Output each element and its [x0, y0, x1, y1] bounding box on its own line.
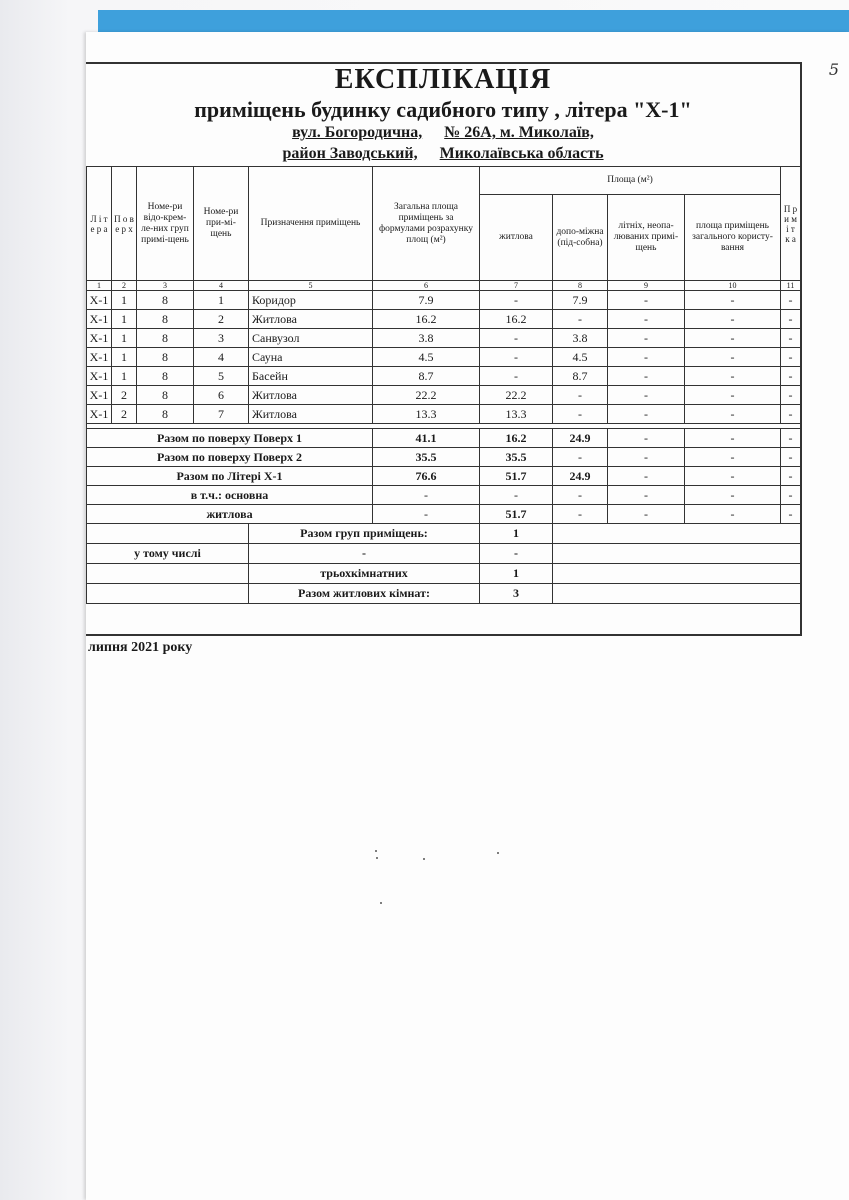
cell-summer: -: [608, 348, 685, 367]
summary-living: 35.5: [480, 448, 553, 467]
cell-common: -: [685, 405, 781, 424]
cell-note: -: [781, 291, 801, 310]
scan-speck: [376, 857, 378, 859]
cell-note: -: [781, 367, 801, 386]
cell-common: -: [685, 291, 781, 310]
summary-common: -: [685, 429, 781, 448]
summary-row: [87, 505, 801, 524]
cell-litera: Х-1: [87, 310, 112, 329]
cell-summer: -: [608, 386, 685, 405]
cell-litera: Х-1: [87, 329, 112, 348]
cell-purpose: Сауна: [249, 348, 373, 367]
summary-total: -: [373, 486, 480, 505]
cell-aux: -: [553, 310, 608, 329]
groups-including-value: -: [480, 544, 553, 564]
summary-living: 51.7: [480, 505, 553, 524]
summary-summer: -: [608, 429, 685, 448]
cell-group: 8: [137, 310, 194, 329]
cell-group: 8: [137, 386, 194, 405]
cell-total: 3.8: [373, 329, 480, 348]
summary-row: [87, 467, 801, 486]
groups-including-mid: -: [249, 544, 480, 564]
cell-note: -: [781, 310, 801, 329]
cell-floor: 1: [112, 291, 137, 310]
cell-room: 3: [194, 329, 249, 348]
living-rooms-row: [87, 584, 801, 604]
scan-speck: [423, 858, 425, 860]
cell-note: -: [781, 386, 801, 405]
summary-common: -: [685, 505, 781, 524]
table-row: [87, 329, 801, 348]
summary-row: [87, 429, 801, 448]
cell-summer: -: [608, 367, 685, 386]
cell-purpose: Житлова: [249, 310, 373, 329]
header-floor: П о в е р х: [112, 167, 137, 281]
cell-floor: 1: [112, 348, 137, 367]
col-number: 11: [781, 281, 801, 291]
empty-cell: [553, 524, 801, 544]
cell-note: -: [781, 405, 801, 424]
summary-note: -: [781, 467, 801, 486]
cell-living: -: [480, 348, 553, 367]
cell-room: 6: [194, 386, 249, 405]
cell-total: 8.7: [373, 367, 480, 386]
cell-group: 8: [137, 405, 194, 424]
cell-total: 16.2: [373, 310, 480, 329]
cell-purpose: Басейн: [249, 367, 373, 386]
cell-summer: -: [608, 310, 685, 329]
cell-floor: 2: [112, 405, 137, 424]
summary-total: -: [373, 505, 480, 524]
cell-common: -: [685, 386, 781, 405]
cell-living: 22.2: [480, 386, 553, 405]
three-room-label: трьохкімнатних: [249, 564, 480, 584]
cell-group: 8: [137, 367, 194, 386]
table-row: [87, 386, 801, 405]
summary-summer: -: [608, 486, 685, 505]
cell-litera: Х-1: [87, 348, 112, 367]
empty-cell: [553, 544, 801, 564]
summary-note: -: [781, 448, 801, 467]
cell-living: -: [480, 329, 553, 348]
cell-group: 8: [137, 348, 194, 367]
cell-aux: 7.9: [553, 291, 608, 310]
groups-total-label: Разом груп приміщень:: [249, 524, 480, 544]
groups-total-value: 1: [480, 524, 553, 544]
table-row: [87, 405, 801, 424]
col-number: 3: [137, 281, 194, 291]
header-auxiliary: допо-міжна (під-собна): [553, 195, 608, 281]
cell-living: 13.3: [480, 405, 553, 424]
cell-litera: Х-1: [87, 291, 112, 310]
house-city: № 26А, м. Миколаїв,: [444, 124, 594, 141]
col-number: 1: [87, 281, 112, 291]
summary-summer: -: [608, 467, 685, 486]
header-summer: літніх, неопа-люваних примі-щень: [608, 195, 685, 281]
summary-note: -: [781, 505, 801, 524]
cell-room: 4: [194, 348, 249, 367]
summary-common: -: [685, 467, 781, 486]
header-note: П р и м і т к а: [781, 167, 801, 281]
cell-aux: -: [553, 405, 608, 424]
street: вул. Богородична,: [292, 124, 423, 141]
summary-living: 16.2: [480, 429, 553, 448]
page-number: 5: [828, 60, 839, 79]
header-litera: Л і т е р а: [87, 167, 112, 281]
summary-aux: -: [553, 486, 608, 505]
summary-aux: 24.9: [553, 467, 608, 486]
summary-label: Разом по поверху Поверх 2: [87, 448, 373, 467]
cell-total: 7.9: [373, 291, 480, 310]
cell-total: 13.3: [373, 405, 480, 424]
document-title: ЕКСПЛІКАЦІЯ: [334, 64, 552, 95]
cell-floor: 1: [112, 367, 137, 386]
cell-common: -: [685, 367, 781, 386]
summary-label: житлова: [87, 505, 373, 524]
cell-floor: 2: [112, 386, 137, 405]
cell-living: -: [480, 291, 553, 310]
summary-label: Разом по поверху Поверх 1: [87, 429, 373, 448]
cell-common: -: [685, 310, 781, 329]
living-rooms-value: 3: [480, 584, 553, 604]
explication-table: [86, 166, 801, 604]
col-number: 10: [685, 281, 781, 291]
col-number: 9: [608, 281, 685, 291]
cell-purpose: Житлова: [249, 386, 373, 405]
scan-speck: [380, 902, 382, 904]
summary-total: 41.1: [373, 429, 480, 448]
summary-aux: 24.9: [553, 429, 608, 448]
cell-common: -: [685, 348, 781, 367]
summary-living: -: [480, 486, 553, 505]
cell-summer: -: [608, 329, 685, 348]
cell-room: 5: [194, 367, 249, 386]
cell-purpose: Коридор: [249, 291, 373, 310]
col-number: 8: [553, 281, 608, 291]
summary-note: -: [781, 486, 801, 505]
cell-floor: 1: [112, 310, 137, 329]
summary-row: [87, 486, 801, 505]
scan-speck: [375, 850, 377, 852]
summary-label: в т.ч.: основна: [87, 486, 373, 505]
empty-cell: [87, 564, 249, 584]
summary-total: 35.5: [373, 448, 480, 467]
summary-row: [87, 448, 801, 467]
header-group-number: Номе-ри відо-крем-ле-них груп примі-щень: [137, 167, 194, 281]
groups-total-row: [87, 524, 801, 544]
cell-summer: -: [608, 291, 685, 310]
cell-living: -: [480, 367, 553, 386]
summary-summer: -: [608, 448, 685, 467]
living-rooms-label: Разом житлових кімнат:: [249, 584, 480, 604]
table-row: [87, 291, 801, 310]
address-line-2: [86, 145, 800, 163]
cell-note: -: [781, 329, 801, 348]
groups-including-row: [87, 544, 801, 564]
cell-living: 16.2: [480, 310, 553, 329]
cell-aux: 8.7: [553, 367, 608, 386]
cell-room: 7: [194, 405, 249, 424]
header-total-area: Загальна площа приміщень за формулами розрахунку площ (м²): [373, 167, 480, 281]
header-purpose: Призначення приміщень: [249, 167, 373, 281]
cell-aux: 4.5: [553, 348, 608, 367]
groups-including-label: у тому числі: [87, 544, 249, 564]
summary-common: -: [685, 486, 781, 505]
summary-note: -: [781, 429, 801, 448]
summary-common: -: [685, 448, 781, 467]
document-date: липня 2021 року: [88, 640, 193, 655]
summary-aux: -: [553, 505, 608, 524]
header-common: площа приміщень загального користу-вання: [685, 195, 781, 281]
cell-group: 8: [137, 329, 194, 348]
cell-aux: -: [553, 386, 608, 405]
header-living: житлова: [480, 195, 553, 281]
groups-three-room-row: [87, 564, 801, 584]
cell-aux: 3.8: [553, 329, 608, 348]
col-number: 4: [194, 281, 249, 291]
empty-cell: [553, 564, 801, 584]
table-row: [87, 310, 801, 329]
empty-cell: [87, 584, 249, 604]
cell-summer: -: [608, 405, 685, 424]
scan-speck: [497, 852, 499, 854]
table-row: [87, 367, 801, 386]
summary-summer: -: [608, 505, 685, 524]
col-number: 6: [373, 281, 480, 291]
cell-group: 8: [137, 291, 194, 310]
cell-litera: Х-1: [87, 367, 112, 386]
column-numbers-row: [87, 281, 801, 291]
region: Миколаївська область: [439, 145, 604, 162]
cell-total: 4.5: [373, 348, 480, 367]
address-line-1: [86, 124, 800, 142]
header-area: Площа (м²): [480, 167, 781, 195]
cell-purpose: Житлова: [249, 405, 373, 424]
header-room-number: Номе-ри при-мі-щень: [194, 167, 249, 281]
document-subtitle: приміщень будинку садибного типу , літера "Х-1": [194, 97, 692, 122]
empty-cell: [553, 584, 801, 604]
col-number: 5: [249, 281, 373, 291]
district: район Заводський,: [282, 145, 418, 162]
col-number: 2: [112, 281, 137, 291]
summary-living: 51.7: [480, 467, 553, 486]
summary-total: 76.6: [373, 467, 480, 486]
cell-room: 1: [194, 291, 249, 310]
cell-litera: Х-1: [87, 386, 112, 405]
three-room-value: 1: [480, 564, 553, 584]
cell-common: -: [685, 329, 781, 348]
cell-purpose: Санвузол: [249, 329, 373, 348]
summary-aux: -: [553, 448, 608, 467]
table-row: [87, 348, 801, 367]
empty-cell: [87, 524, 249, 544]
summary-label: Разом по Літері Х-1: [87, 467, 373, 486]
cell-floor: 1: [112, 329, 137, 348]
cell-room: 2: [194, 310, 249, 329]
cell-litera: Х-1: [87, 405, 112, 424]
cell-total: 22.2: [373, 386, 480, 405]
cell-note: -: [781, 348, 801, 367]
col-number: 7: [480, 281, 553, 291]
